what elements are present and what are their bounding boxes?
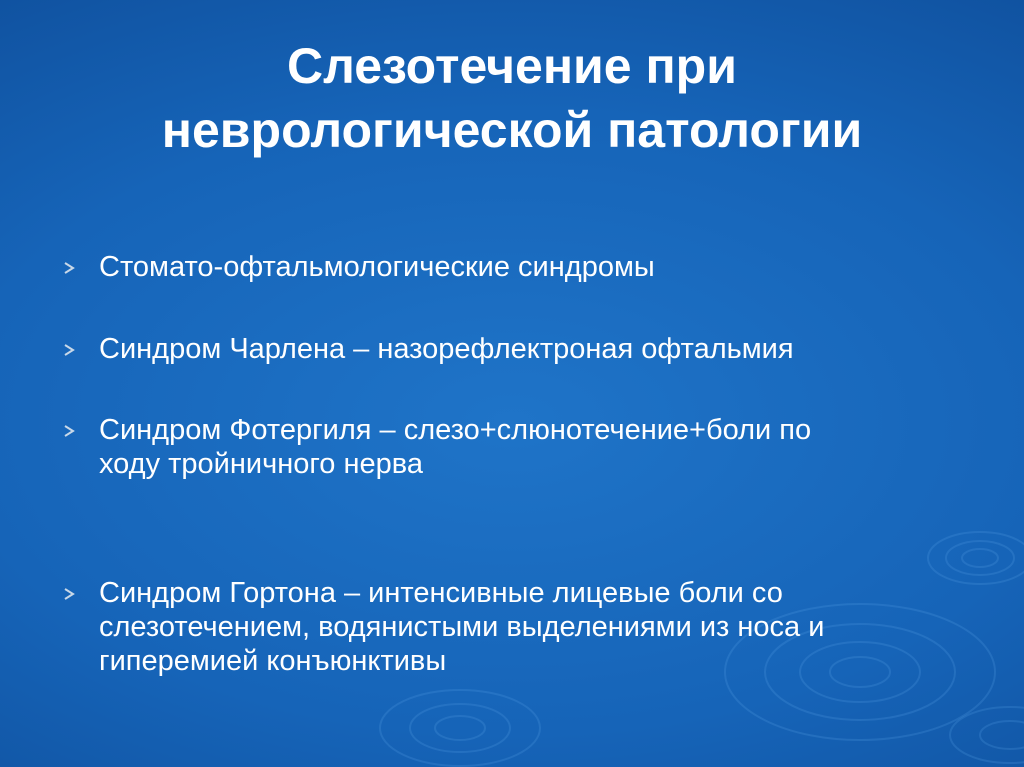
arrow-bullet-icon: [62, 576, 80, 610]
slide-title-line-1: Слезотечение при: [287, 38, 737, 94]
bullet-4-line-1: Синдром Гортона – интенсивные лицевые боли со: [99, 577, 783, 609]
bullet-1-line-1: Стомато-офтальмологические синдромы: [99, 251, 655, 283]
arrow-bullet-icon: [62, 332, 80, 366]
arrow-bullet-icon: [62, 413, 80, 447]
bullet-4-line-2: слезотечением, водянистыми выделениями из носа и: [99, 611, 825, 643]
slide-title: [0, 34, 1024, 162]
arrow-bullet-icon: [62, 250, 80, 284]
slide-title-line-2: неврологической патологии: [161, 102, 863, 158]
bullet-2-line-1: Синдром Чарлена – назорефлектроная офтальмия: [99, 333, 794, 365]
bullet-3-line-1: Синдром Фотергиля – слезо+слюнотечение+боли по: [99, 414, 812, 446]
bullet-3-line-2: ходу тройничного нерва: [99, 448, 423, 480]
bullet-4-line-3: гиперемией конъюнктивы: [99, 645, 447, 677]
